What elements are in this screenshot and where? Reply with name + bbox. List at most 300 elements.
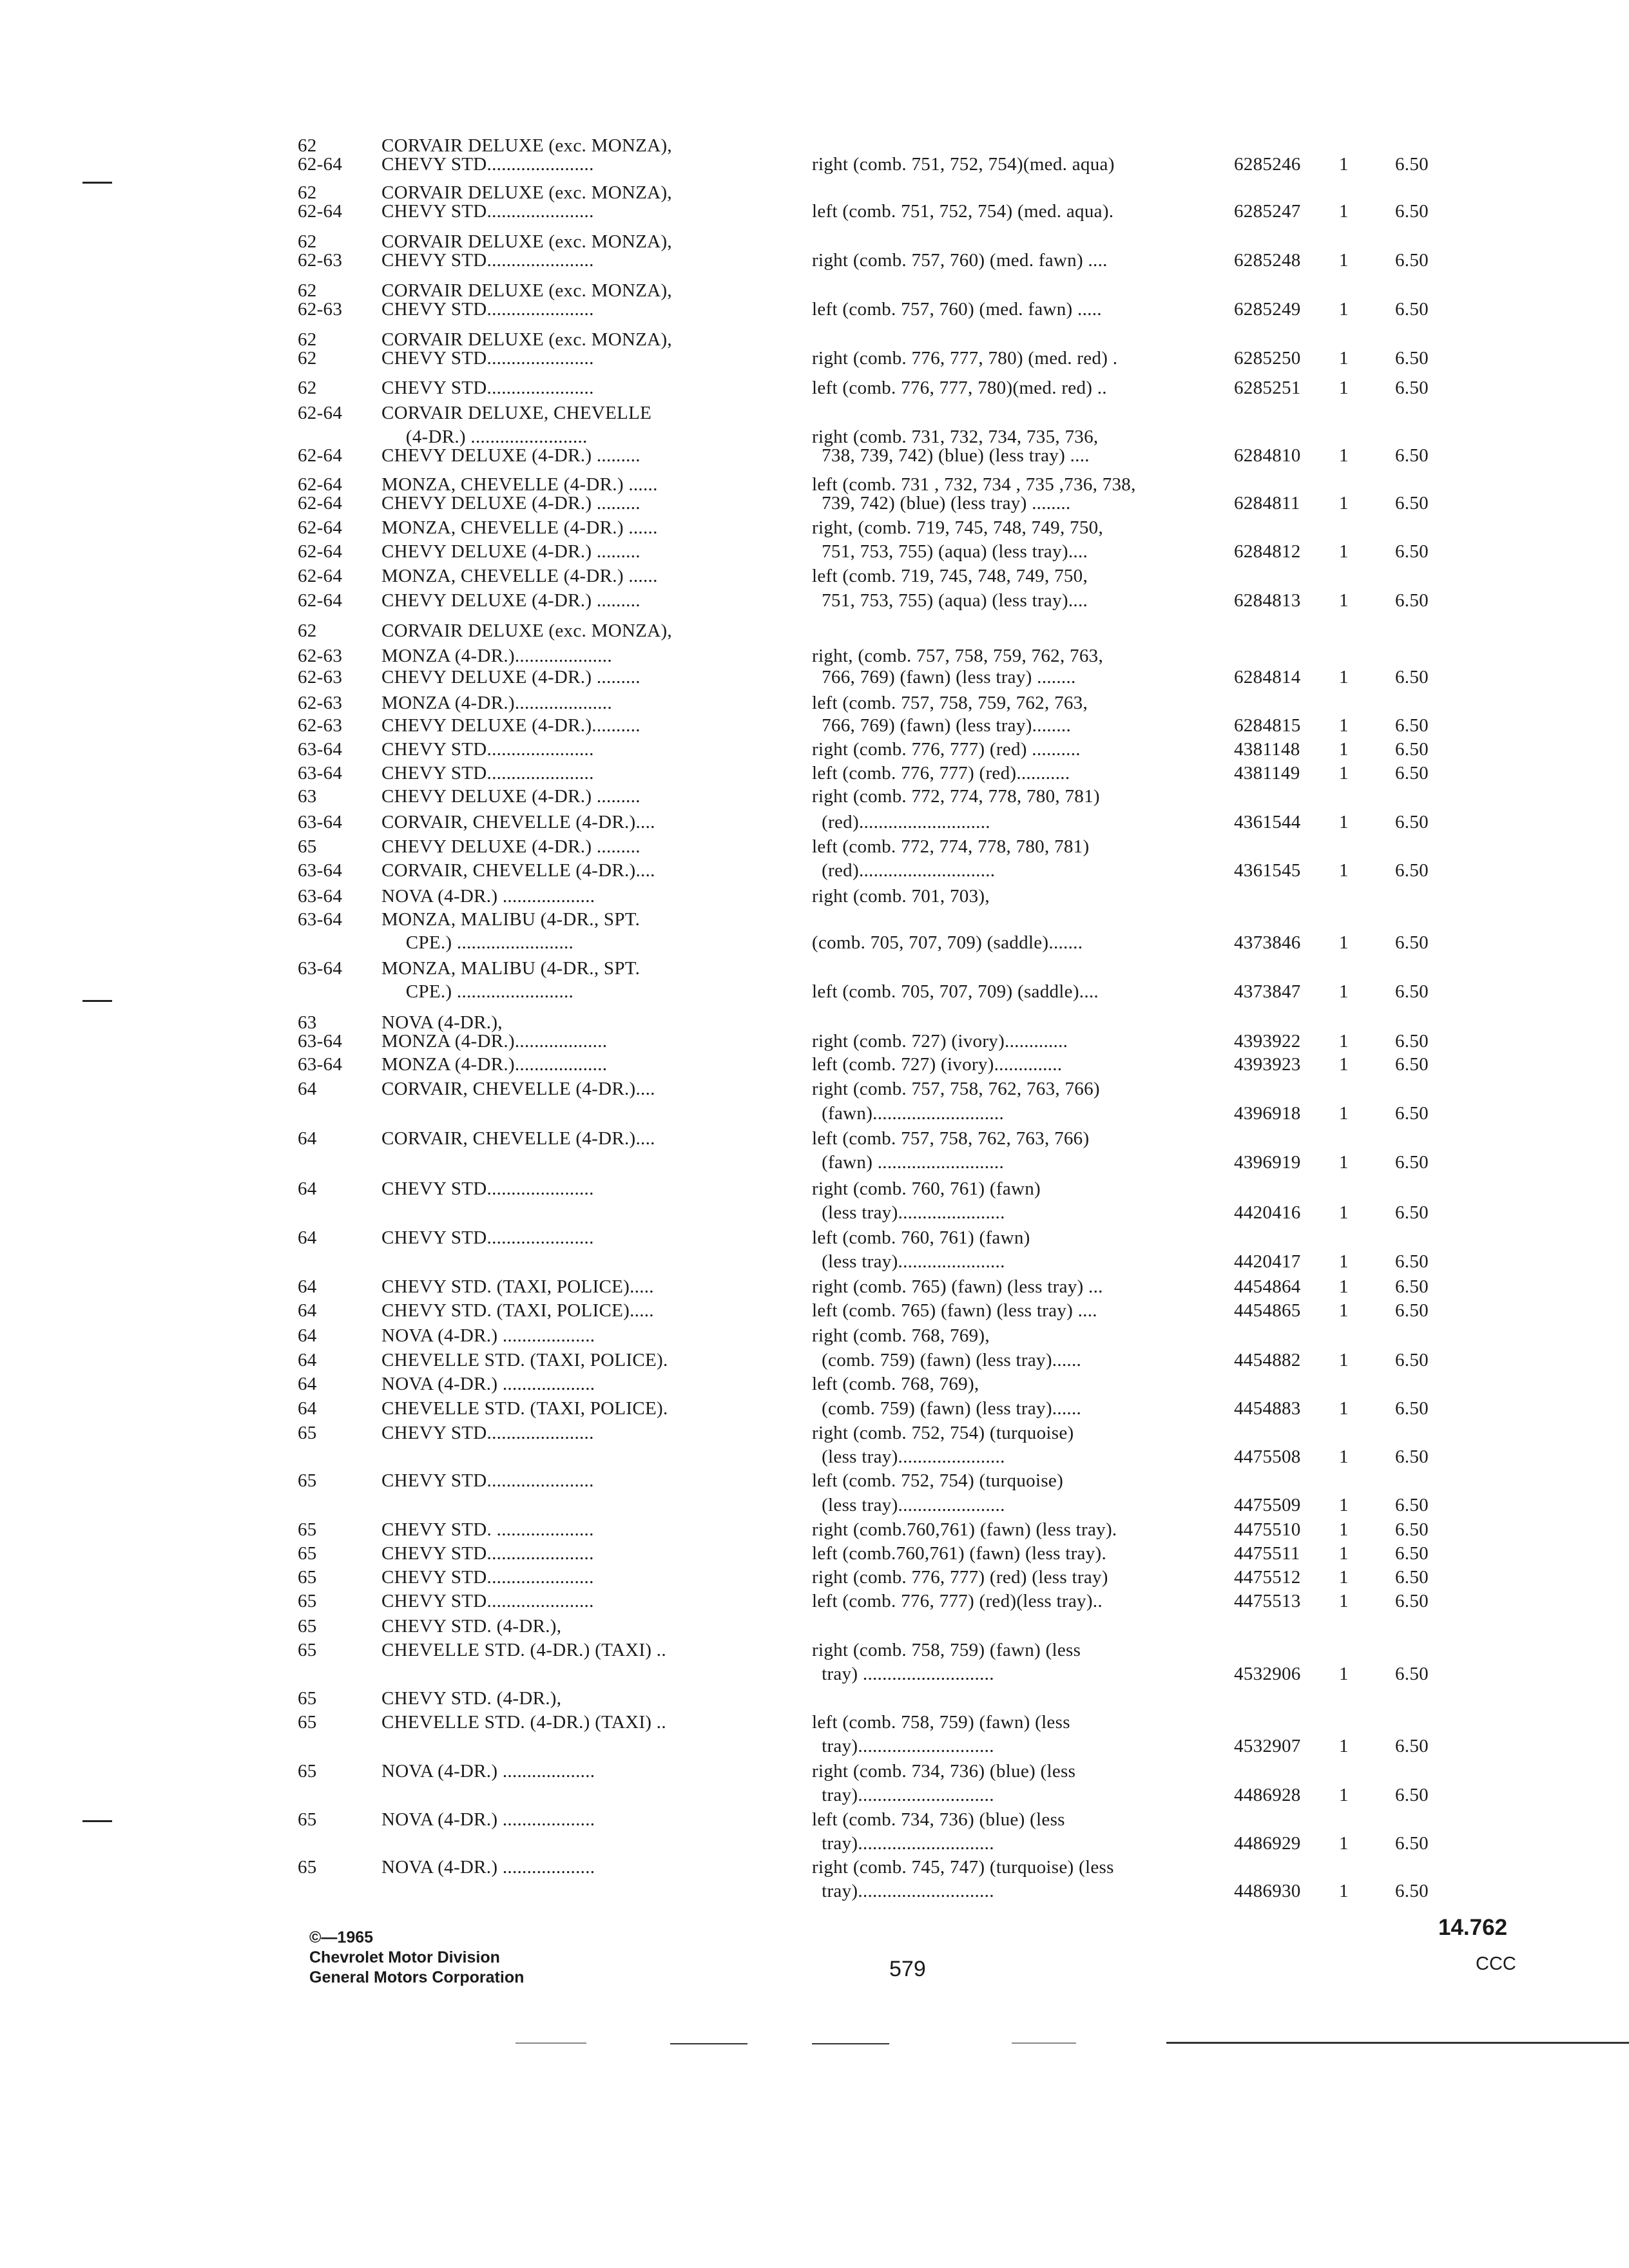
price-cell: 6.50 bbox=[1395, 667, 1429, 687]
part-number-cell: 4532907 bbox=[1234, 1736, 1301, 1756]
part-number-cell: 4396918 bbox=[1234, 1103, 1301, 1124]
section-code: CCC bbox=[1476, 1954, 1516, 1974]
part-number-cell: 4396919 bbox=[1234, 1152, 1301, 1173]
description-cell: right (comb. 758, 759) (fawn) (less bbox=[812, 1640, 1081, 1660]
description-cell: right (comb. 757, 758, 762, 763, 766) bbox=[812, 1079, 1100, 1099]
price-cell: 6.50 bbox=[1395, 739, 1429, 760]
model-cell: MONZA (4-DR.).................... bbox=[381, 693, 612, 713]
description-cell: right (comb. 745, 747) (turquoise) (less bbox=[812, 1857, 1114, 1878]
model-cell: CHEVY STD. (TAXI, POLICE)..... bbox=[381, 1300, 654, 1321]
model-cell: CHEVY STD...................... bbox=[381, 1423, 594, 1443]
year-cell: 65 bbox=[298, 1543, 317, 1564]
model-cell: CHEVY STD...................... bbox=[381, 763, 594, 783]
part-number-cell: 6285251 bbox=[1234, 378, 1301, 398]
description-cell: left (comb. 751, 752, 754) (med. aqua). bbox=[812, 201, 1114, 222]
model-cell: CORVAIR, CHEVELLE (4-DR.).... bbox=[381, 1079, 655, 1099]
description-cell: tray)............................ bbox=[812, 1881, 994, 1901]
quantity-cell: 1 bbox=[1339, 1251, 1349, 1272]
description-cell: tray) ........................... bbox=[812, 1664, 994, 1684]
year-cell: 64 bbox=[298, 1374, 317, 1394]
quantity-cell: 1 bbox=[1339, 1276, 1349, 1297]
description-cell: 766, 769) (fawn) (less tray) ........ bbox=[812, 667, 1076, 687]
description-cell: (less tray)...................... bbox=[812, 1202, 1005, 1223]
part-number-cell: 4361545 bbox=[1234, 860, 1301, 881]
quantity-cell: 1 bbox=[1339, 1300, 1349, 1321]
part-number-cell: 4381148 bbox=[1234, 739, 1300, 760]
year-cell: 62-64 bbox=[298, 493, 343, 514]
price-cell: 6.50 bbox=[1395, 154, 1429, 175]
year-cell: 65 bbox=[298, 1519, 317, 1540]
description-cell: (comb. 705, 707, 709) (saddle)....... bbox=[812, 932, 1083, 953]
model-cell: CHEVY STD...................... bbox=[381, 201, 594, 222]
model-cell: CHEVY DELUXE (4-DR.) ......... bbox=[381, 590, 641, 611]
part-number-cell: 4475512 bbox=[1234, 1567, 1301, 1588]
price-cell: 6.50 bbox=[1395, 299, 1429, 320]
description-cell: (comb. 759) (fawn) (less tray)...... bbox=[812, 1398, 1082, 1419]
year-cell: 65 bbox=[298, 1616, 317, 1637]
description-cell: left (comb. 776, 777) (red)........... bbox=[812, 763, 1070, 783]
description-cell: left (comb. 765) (fawn) (less tray) .... bbox=[812, 1300, 1097, 1321]
year-cell: 63-64 bbox=[298, 739, 343, 760]
year-cell: 62-64 bbox=[298, 566, 343, 586]
part-number-cell: 6284811 bbox=[1234, 493, 1300, 514]
description-cell: (fawn) .......................... bbox=[812, 1152, 1005, 1173]
description-cell: right (comb. 776, 777) (red) .......... bbox=[812, 739, 1081, 760]
price-cell: 6.50 bbox=[1395, 1202, 1429, 1223]
part-number-cell: 4454864 bbox=[1234, 1276, 1301, 1297]
description-cell: right (comb. 752, 754) (turquoise) bbox=[812, 1423, 1074, 1443]
year-cell: 62-63 bbox=[298, 299, 343, 320]
price-cell: 6.50 bbox=[1395, 1350, 1429, 1370]
quantity-cell: 1 bbox=[1339, 299, 1349, 320]
scan-artifact-line bbox=[670, 2043, 747, 2044]
year-cell: 65 bbox=[298, 1640, 317, 1660]
part-number-cell: 4475510 bbox=[1234, 1519, 1301, 1540]
year-cell: 64 bbox=[298, 1350, 317, 1370]
part-number-cell: 6284812 bbox=[1234, 541, 1301, 562]
model-cell: CHEVY STD...................... bbox=[381, 348, 594, 369]
price-cell: 6.50 bbox=[1395, 1103, 1429, 1124]
year-cell: 65 bbox=[298, 1591, 317, 1611]
year-cell: 63-64 bbox=[298, 1031, 343, 1052]
model-cell: CORVAIR, CHEVELLE (4-DR.).... bbox=[381, 860, 655, 881]
year-cell: 63-64 bbox=[298, 763, 343, 783]
description-cell: right, (comb. 719, 745, 748, 749, 750, bbox=[812, 517, 1104, 538]
part-number-cell: 4486929 bbox=[1234, 1833, 1301, 1854]
part-number-cell: 4420416 bbox=[1234, 1202, 1301, 1223]
part-number-cell: 4486928 bbox=[1234, 1785, 1301, 1805]
part-number-cell: 4454882 bbox=[1234, 1350, 1301, 1370]
description-cell: right (comb. 772, 774, 778, 780, 781) bbox=[812, 786, 1100, 807]
model-cell: CHEVY STD...................... bbox=[381, 1567, 594, 1588]
price-cell: 6.50 bbox=[1395, 1446, 1429, 1467]
quantity-cell: 1 bbox=[1339, 250, 1349, 271]
description-cell: left (comb. 768, 769), bbox=[812, 1374, 979, 1394]
model-cell: CHEVY STD. .................... bbox=[381, 1519, 594, 1540]
price-cell: 6.50 bbox=[1395, 1054, 1429, 1075]
year-cell: 62 bbox=[298, 620, 317, 641]
model-cell: MONZA, CHEVELLE (4-DR.) ...... bbox=[381, 517, 658, 538]
year-cell: 63 bbox=[298, 786, 317, 807]
model-cell: CPE.) ........................ bbox=[381, 981, 574, 1002]
page-number: 579 bbox=[889, 1957, 926, 1981]
year-cell: 62-64 bbox=[298, 201, 343, 222]
year-cell: 64 bbox=[298, 1276, 317, 1297]
description-cell: (red)............................ bbox=[812, 860, 996, 881]
model-cell: CHEVY DELUXE (4-DR.) ......... bbox=[381, 836, 641, 857]
price-cell: 6.50 bbox=[1395, 1785, 1429, 1805]
description-cell: left (comb. 731 , 732, 734 , 735 ,736, 738, bbox=[812, 474, 1136, 495]
model-cell: NOVA (4-DR.) ................... bbox=[381, 1325, 595, 1346]
year-cell: 62-63 bbox=[298, 250, 343, 271]
price-cell: 6.50 bbox=[1395, 493, 1429, 514]
description-cell: (red)........................... bbox=[812, 812, 990, 832]
part-number-cell: 4373846 bbox=[1234, 932, 1301, 953]
model-cell: CORVAIR DELUXE, CHEVELLE bbox=[381, 403, 652, 423]
description-cell: tray)............................ bbox=[812, 1785, 994, 1805]
quantity-cell: 1 bbox=[1339, 1664, 1349, 1684]
part-number-cell: 6284814 bbox=[1234, 667, 1301, 687]
year-cell: 63 bbox=[298, 1012, 317, 1033]
part-number-cell: 6285249 bbox=[1234, 299, 1301, 320]
description-cell: right (comb. 757, 760) (med. fawn) .... bbox=[812, 250, 1108, 271]
description-cell: left (comb. 752, 754) (turquoise) bbox=[812, 1470, 1064, 1491]
price-cell: 6.50 bbox=[1395, 541, 1429, 562]
year-cell: 64 bbox=[298, 1178, 317, 1199]
price-cell: 6.50 bbox=[1395, 932, 1429, 953]
model-cell: CHEVY STD...................... bbox=[381, 154, 594, 175]
quantity-cell: 1 bbox=[1339, 541, 1349, 562]
model-cell: (4-DR.) ........................ bbox=[381, 427, 588, 447]
model-cell: CORVAIR, CHEVELLE (4-DR.).... bbox=[381, 1128, 655, 1149]
part-number-cell: 4393922 bbox=[1234, 1031, 1301, 1052]
quantity-cell: 1 bbox=[1339, 1031, 1349, 1052]
description-cell: right (comb. 751, 752, 754)(med. aqua) bbox=[812, 154, 1115, 175]
corporation: General Motors Corporation bbox=[309, 1968, 525, 1986]
quantity-cell: 1 bbox=[1339, 1495, 1349, 1515]
price-cell: 6.50 bbox=[1395, 981, 1429, 1002]
quantity-cell: 1 bbox=[1339, 763, 1349, 783]
description-cell: right (comb. 727) (ivory)............. bbox=[812, 1031, 1068, 1052]
model-cell: CHEVY DELUXE (4-DR.) ......... bbox=[381, 541, 641, 562]
model-cell: CHEVELLE STD. (4-DR.) (TAXI) .. bbox=[381, 1712, 666, 1733]
quantity-cell: 1 bbox=[1339, 739, 1349, 760]
model-cell: MONZA (4-DR.)................... bbox=[381, 1031, 608, 1052]
part-number-cell: 4475511 bbox=[1234, 1543, 1300, 1564]
price-cell: 6.50 bbox=[1395, 1543, 1429, 1564]
year-cell: 65 bbox=[298, 1567, 317, 1588]
part-number-cell: 6284810 bbox=[1234, 445, 1301, 466]
division: Chevrolet Motor Division bbox=[309, 1948, 500, 1966]
part-number-cell: 6285250 bbox=[1234, 348, 1301, 369]
year-cell: 65 bbox=[298, 1423, 317, 1443]
part-number-cell: 4475509 bbox=[1234, 1495, 1301, 1515]
quantity-cell: 1 bbox=[1339, 812, 1349, 832]
description-cell: right (comb. 776, 777, 780) (med. red) . bbox=[812, 348, 1118, 369]
description-cell: left (comb. 734, 736) (blue) (less bbox=[812, 1809, 1065, 1830]
model-cell: CHEVY STD...................... bbox=[381, 378, 594, 398]
quantity-cell: 1 bbox=[1339, 667, 1349, 687]
model-cell: NOVA (4-DR.) ................... bbox=[381, 886, 595, 907]
margin-mark bbox=[82, 1820, 112, 1822]
part-number-cell: 4381149 bbox=[1234, 763, 1300, 783]
year-cell: 64 bbox=[298, 1325, 317, 1346]
year-cell: 62-63 bbox=[298, 715, 343, 736]
quantity-cell: 1 bbox=[1339, 932, 1349, 953]
model-cell: CHEVY DELUXE (4-DR.) ......... bbox=[381, 667, 641, 687]
model-cell: CORVAIR DELUXE (exc. MONZA), bbox=[381, 329, 672, 350]
description-cell: tray)............................ bbox=[812, 1736, 994, 1756]
description-cell: left (comb.760,761) (fawn) (less tray). bbox=[812, 1543, 1107, 1564]
year-cell: 64 bbox=[298, 1227, 317, 1248]
price-cell: 6.50 bbox=[1395, 1519, 1429, 1540]
scan-artifact-line bbox=[1166, 2042, 1629, 2044]
model-cell: CORVAIR DELUXE (exc. MONZA), bbox=[381, 135, 672, 156]
model-cell: CORVAIR, CHEVELLE (4-DR.).... bbox=[381, 812, 655, 832]
description-cell: left (comb. 776, 777) (red)(less tray).. bbox=[812, 1591, 1103, 1611]
description-cell: left (comb. 772, 774, 778, 780, 781) bbox=[812, 836, 1090, 857]
quantity-cell: 1 bbox=[1339, 1350, 1349, 1370]
year-cell: 63-64 bbox=[298, 909, 343, 930]
description-cell: right (comb. 701, 703), bbox=[812, 886, 990, 907]
year-cell: 65 bbox=[298, 1761, 317, 1782]
quantity-cell: 1 bbox=[1339, 981, 1349, 1002]
part-number-cell: 4486930 bbox=[1234, 1881, 1301, 1901]
part-number-cell: 6284813 bbox=[1234, 590, 1301, 611]
part-number-cell: 4420417 bbox=[1234, 1251, 1301, 1272]
description-cell: left (comb. 758, 759) (fawn) (less bbox=[812, 1712, 1070, 1733]
quantity-cell: 1 bbox=[1339, 348, 1349, 369]
price-cell: 6.50 bbox=[1395, 1591, 1429, 1611]
scan-artifact-line bbox=[1012, 2042, 1076, 2044]
part-number-cell: 4361544 bbox=[1234, 812, 1301, 832]
year-cell: 64 bbox=[298, 1079, 317, 1099]
year-cell: 64 bbox=[298, 1300, 317, 1321]
model-cell: MONZA, CHEVELLE (4-DR.) ...... bbox=[381, 474, 658, 495]
model-cell: MONZA, CHEVELLE (4-DR.) ...... bbox=[381, 566, 658, 586]
model-cell: CORVAIR DELUXE (exc. MONZA), bbox=[381, 280, 672, 301]
model-cell: CHEVY STD...................... bbox=[381, 1470, 594, 1491]
scan-artifact-line bbox=[516, 2042, 586, 2044]
year-cell: 62 bbox=[298, 280, 317, 301]
quantity-cell: 1 bbox=[1339, 1202, 1349, 1223]
model-cell: NOVA (4-DR.) ................... bbox=[381, 1761, 595, 1782]
year-cell: 62-64 bbox=[298, 474, 343, 495]
model-cell: CHEVY STD...................... bbox=[381, 1178, 594, 1199]
model-cell: NOVA (4-DR.), bbox=[381, 1012, 503, 1033]
year-cell: 63-64 bbox=[298, 860, 343, 881]
description-cell: 751, 753, 755) (aqua) (less tray).... bbox=[812, 541, 1088, 562]
price-cell: 6.50 bbox=[1395, 590, 1429, 611]
quantity-cell: 1 bbox=[1339, 715, 1349, 736]
part-number-cell: 6285248 bbox=[1234, 250, 1301, 271]
year-cell: 62 bbox=[298, 378, 317, 398]
year-cell: 62-64 bbox=[298, 517, 343, 538]
model-cell: NOVA (4-DR.) ................... bbox=[381, 1809, 595, 1830]
quantity-cell: 1 bbox=[1339, 1567, 1349, 1588]
model-cell: CHEVY DELUXE (4-DR.) ......... bbox=[381, 786, 641, 807]
scan-artifact-line bbox=[812, 2043, 889, 2044]
description-cell: left (comb. 719, 745, 748, 749, 750, bbox=[812, 566, 1088, 586]
description-cell: left (comb. 757, 760) (med. fawn) ..... bbox=[812, 299, 1102, 320]
part-number-cell: 6285246 bbox=[1234, 154, 1301, 175]
quantity-cell: 1 bbox=[1339, 590, 1349, 611]
description-cell: left (comb. 776, 777, 780)(med. red) .. bbox=[812, 378, 1107, 398]
price-cell: 6.50 bbox=[1395, 201, 1429, 222]
part-number-cell: 4393923 bbox=[1234, 1054, 1301, 1075]
year-cell: 62 bbox=[298, 329, 317, 350]
price-cell: 6.50 bbox=[1395, 1152, 1429, 1173]
model-cell: MONZA (4-DR.)................... bbox=[381, 1054, 608, 1075]
year-cell: 62-64 bbox=[298, 590, 343, 611]
description-cell: (less tray)...................... bbox=[812, 1446, 1005, 1467]
model-cell: NOVA (4-DR.) ................... bbox=[381, 1374, 595, 1394]
description-cell: left (comb. 705, 707, 709) (saddle).... bbox=[812, 981, 1099, 1002]
year-cell: 65 bbox=[298, 1857, 317, 1878]
description-cell: right (comb. 776, 777) (red) (less tray) bbox=[812, 1567, 1108, 1588]
description-cell: right (comb. 734, 736) (blue) (less bbox=[812, 1761, 1076, 1782]
price-cell: 6.50 bbox=[1395, 1251, 1429, 1272]
model-cell: CHEVY DELUXE (4-DR.) ......... bbox=[381, 445, 641, 466]
model-cell: CORVAIR DELUXE (exc. MONZA), bbox=[381, 231, 672, 252]
price-cell: 6.50 bbox=[1395, 1495, 1429, 1515]
description-cell: right (comb. 760, 761) (fawn) bbox=[812, 1178, 1041, 1199]
description-cell: right (comb. 765) (fawn) (less tray) ... bbox=[812, 1276, 1103, 1297]
quantity-cell: 1 bbox=[1339, 1785, 1349, 1805]
description-cell: (less tray)...................... bbox=[812, 1251, 1005, 1272]
price-cell: 6.50 bbox=[1395, 1664, 1429, 1684]
quantity-cell: 1 bbox=[1339, 1446, 1349, 1467]
model-cell: CHEVY STD...................... bbox=[381, 299, 594, 320]
section-number: 14.762 bbox=[1438, 1915, 1508, 1940]
year-cell: 65 bbox=[298, 1688, 317, 1709]
quantity-cell: 1 bbox=[1339, 1152, 1349, 1173]
price-cell: 6.50 bbox=[1395, 1881, 1429, 1901]
year-cell: 62-64 bbox=[298, 541, 343, 562]
price-cell: 6.50 bbox=[1395, 1398, 1429, 1419]
quantity-cell: 1 bbox=[1339, 1054, 1349, 1075]
year-cell: 65 bbox=[298, 1470, 317, 1491]
part-number-cell: 6284815 bbox=[1234, 715, 1301, 736]
quantity-cell: 1 bbox=[1339, 1398, 1349, 1419]
quantity-cell: 1 bbox=[1339, 1103, 1349, 1124]
part-number-cell: 4532906 bbox=[1234, 1664, 1301, 1684]
quantity-cell: 1 bbox=[1339, 445, 1349, 466]
model-cell: CHEVY STD. (TAXI, POLICE)..... bbox=[381, 1276, 654, 1297]
model-cell: MONZA, MALIBU (4-DR., SPT. bbox=[381, 958, 641, 979]
price-cell: 6.50 bbox=[1395, 860, 1429, 881]
margin-mark bbox=[82, 182, 112, 184]
quantity-cell: 1 bbox=[1339, 1543, 1349, 1564]
description-cell: tray)............................ bbox=[812, 1833, 994, 1854]
price-cell: 6.50 bbox=[1395, 1736, 1429, 1756]
description-cell: (comb. 759) (fawn) (less tray)...... bbox=[812, 1350, 1082, 1370]
description-cell: 751, 753, 755) (aqua) (less tray).... bbox=[812, 590, 1088, 611]
description-cell: left (comb. 760, 761) (fawn) bbox=[812, 1227, 1030, 1248]
quantity-cell: 1 bbox=[1339, 1881, 1349, 1901]
year-cell: 65 bbox=[298, 1809, 317, 1830]
description-cell: left (comb. 757, 758, 759, 762, 763, bbox=[812, 693, 1088, 713]
price-cell: 6.50 bbox=[1395, 348, 1429, 369]
description-cell: left (comb. 727) (ivory).............. bbox=[812, 1054, 1063, 1075]
year-cell: 64 bbox=[298, 1128, 317, 1149]
description-cell: right (comb. 731, 732, 734, 735, 736, bbox=[812, 427, 1099, 447]
copyright: ©—1965 bbox=[309, 1928, 374, 1946]
price-cell: 6.50 bbox=[1395, 763, 1429, 783]
price-cell: 6.50 bbox=[1395, 1300, 1429, 1321]
year-cell: 65 bbox=[298, 836, 317, 857]
year-cell: 65 bbox=[298, 1712, 317, 1733]
price-cell: 6.50 bbox=[1395, 378, 1429, 398]
quantity-cell: 1 bbox=[1339, 1833, 1349, 1854]
model-cell: CHEVY STD. (4-DR.), bbox=[381, 1616, 562, 1637]
year-cell: 62 bbox=[298, 231, 317, 252]
part-number-cell: 4454865 bbox=[1234, 1300, 1301, 1321]
model-cell: CORVAIR DELUXE (exc. MONZA), bbox=[381, 182, 672, 203]
model-cell: NOVA (4-DR.) ................... bbox=[381, 1857, 595, 1878]
description-cell: (less tray)...................... bbox=[812, 1495, 1005, 1515]
quantity-cell: 1 bbox=[1339, 378, 1349, 398]
year-cell: 62-63 bbox=[298, 667, 343, 687]
quantity-cell: 1 bbox=[1339, 860, 1349, 881]
model-cell: CHEVY STD...................... bbox=[381, 739, 594, 760]
year-cell: 62-63 bbox=[298, 646, 343, 666]
year-cell: 62-64 bbox=[298, 445, 343, 466]
quantity-cell: 1 bbox=[1339, 154, 1349, 175]
price-cell: 6.50 bbox=[1395, 1276, 1429, 1297]
quantity-cell: 1 bbox=[1339, 201, 1349, 222]
model-cell: CHEVY STD...................... bbox=[381, 1227, 594, 1248]
price-cell: 6.50 bbox=[1395, 1567, 1429, 1588]
model-cell: CHEVELLE STD. (TAXI, POLICE). bbox=[381, 1350, 668, 1370]
model-cell: CHEVY STD...................... bbox=[381, 250, 594, 271]
year-cell: 62 bbox=[298, 135, 317, 156]
quantity-cell: 1 bbox=[1339, 1591, 1349, 1611]
model-cell: CORVAIR DELUXE (exc. MONZA), bbox=[381, 620, 672, 641]
description-cell: 739, 742) (blue) (less tray) ........ bbox=[812, 493, 1071, 514]
quantity-cell: 1 bbox=[1339, 1736, 1349, 1756]
model-cell: CHEVY STD. (4-DR.), bbox=[381, 1688, 562, 1709]
model-cell: CPE.) ........................ bbox=[381, 932, 574, 953]
year-cell: 62-63 bbox=[298, 693, 343, 713]
margin-mark bbox=[82, 1000, 112, 1002]
part-number-cell: 6285247 bbox=[1234, 201, 1301, 222]
year-cell: 62 bbox=[298, 348, 317, 369]
quantity-cell: 1 bbox=[1339, 1519, 1349, 1540]
year-cell: 63-64 bbox=[298, 958, 343, 979]
description-cell: (fawn)........................... bbox=[812, 1103, 1005, 1124]
price-cell: 6.50 bbox=[1395, 445, 1429, 466]
year-cell: 62-64 bbox=[298, 154, 343, 175]
description-cell: left (comb. 757, 758, 762, 763, 766) bbox=[812, 1128, 1090, 1149]
part-number-cell: 4454883 bbox=[1234, 1398, 1301, 1419]
description-cell: 766, 769) (fawn) (less tray)........ bbox=[812, 715, 1071, 736]
model-cell: CHEVY DELUXE (4-DR.).......... bbox=[381, 715, 641, 736]
model-cell: MONZA, MALIBU (4-DR., SPT. bbox=[381, 909, 641, 930]
part-number-cell: 4475513 bbox=[1234, 1591, 1301, 1611]
model-cell: CHEVY STD...................... bbox=[381, 1543, 594, 1564]
price-cell: 6.50 bbox=[1395, 715, 1429, 736]
description-cell: 738, 739, 742) (blue) (less tray) .... bbox=[812, 445, 1090, 466]
part-number-cell: 4373847 bbox=[1234, 981, 1301, 1002]
year-cell: 62 bbox=[298, 182, 317, 203]
model-cell: CHEVY STD...................... bbox=[381, 1591, 594, 1611]
description-cell: right, (comb. 757, 758, 759, 762, 763, bbox=[812, 646, 1104, 666]
year-cell: 62-64 bbox=[298, 403, 343, 423]
description-cell: right (comb.760,761) (fawn) (less tray). bbox=[812, 1519, 1117, 1540]
model-cell: CHEVY DELUXE (4-DR.) ......... bbox=[381, 493, 641, 514]
year-cell: 63-64 bbox=[298, 812, 343, 832]
